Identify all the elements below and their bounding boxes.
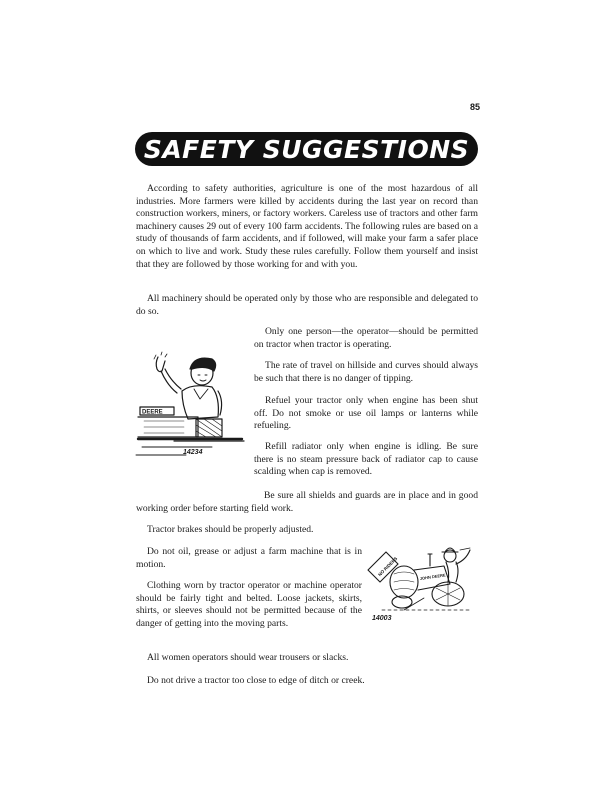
paragraph-trousers: All women operators should wear trousers or slacks. — [147, 652, 349, 663]
page-title: SAFETY SUGGESTIONS — [143, 134, 470, 164]
woman-on-tractor-illustration — [134, 351, 246, 461]
page-number: 85 — [469, 102, 480, 112]
paragraph-refuel: Refuel your tractor only when engine has been shut off. Do not smoke or use oil lamps or lanterns while refueling. — [254, 395, 478, 432]
title-banner — [135, 132, 478, 166]
no-riders-sign-text: NO RIDERS — [377, 555, 399, 578]
tractor-sign-text: DEERE — [142, 409, 163, 416]
illustration-caption-14234: 14234 — [183, 449, 203, 456]
paragraph-machinery: All machinery should be operated only by those who are responsible and delegated to do so. — [136, 293, 478, 317]
illustration-caption-14003: 14003 — [372, 615, 392, 622]
paragraph-ditch: Do not drive a tractor too close to edge of ditch or creek. — [147, 675, 365, 686]
intro-paragraph: According to safety authorities, agriculture is one of the most hazardous of all industries. More farmers were killed by accidents during the last year on record than construction workers, miners, or factory workers. Careless use of tractors and other farm machinery causes 29 out of every 100 farm accidents. The following rules are based on a study of thousands of farm accidents, and if followed, will make your farm a safer place on which to live and work. Study these rules carefully. Follow them yourself and insist that they are followed by those working for and with you. — [136, 183, 478, 270]
paragraph-one-person: Only one person—the operator—should be permitted on tractor when tractor is operating. — [254, 326, 478, 350]
paragraph-radiator: Refill radiator only when engine is idling. Be sure there is no steam pressure back of radiator cap to cause scalding when cap is removed. — [254, 441, 478, 478]
tractor-brand-text: JOHN DEERE — [419, 572, 446, 581]
farmer-on-tractor-illustration — [364, 540, 478, 618]
paragraph-shields: Be sure all shields and guards are in place and in good working order before starting field work. — [136, 490, 478, 514]
paragraph-clothing: Clothing worn by tractor operator or machine operator should be fairly tight and belted. Loose jackets, skirts, shirts, or sleeves should not be permitted because of the danger of getting into the moving parts. — [136, 580, 362, 629]
paragraph-hillside: The rate of travel on hillside and curves should always be such that there is no danger of tipping. — [254, 360, 478, 384]
paragraph-oil-grease: Do not oil, grease or adjust a farm machine that is in motion. — [136, 546, 362, 570]
paragraph-brakes: Tractor brakes should be properly adjusted. — [147, 524, 314, 535]
